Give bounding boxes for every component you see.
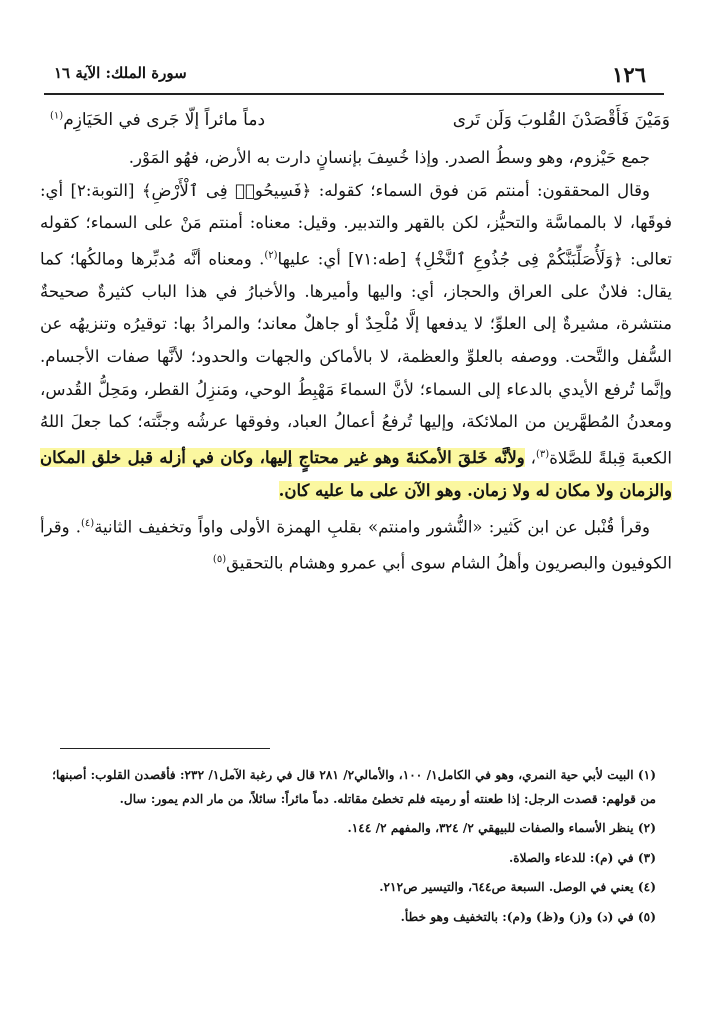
- running-title: سورة الملك: الآية ١٦: [54, 64, 187, 82]
- footnotes: [44, 764, 656, 935]
- verse-second-hemistich: [50, 110, 265, 130]
- page-header: [44, 58, 654, 92]
- footnote-4: (٤) يعني في الوصل. السبعة ص٦٤٤، والتيسير ص٢١٢.: [379, 880, 656, 894]
- footnote-ref-2: (٢): [264, 249, 278, 261]
- header-rule: [44, 93, 664, 95]
- page-number: ١٢٦: [612, 62, 646, 87]
- paragraph-1: [40, 142, 672, 175]
- footnote-ref-1: (١): [50, 110, 64, 122]
- footnote-ref-4: (٤): [81, 517, 95, 529]
- paragraph-2b-text: ومعناه أنَّه مُدبِّرها ومالكُها؛ كما يقال: فلانٌ على العراق والحجاز، أي: واليها وأميرها. والأخبارُ في هذا الباب كثيرةٌ صحيحةٌ منتشرة، مشيرةٌ إلى العلوِّ؛ لا يدفعها إلَّا مُلْحِدٌ أو جاهلٌ معاند؛ والمرادُ بها: توقيرُه وتنزيهُه عن السُّفل والتَّحت. ووصفه بالعلوِّ والعظمة، لا بالأماكن والجهات والحدود؛ لأنَّها صفات الأجسام. وإنَّما تُرفع الأيدي بالدعاء إلى السماء؛ لأنَّ السماءَ مَهْبِطُ الوحي، ومَنزِلُ القطر، ومَحِلُّ القُدس، ومعدنُ المُطهَّرين من الملائكة، وإليها تُرفعُ أعمالُ العباد، وفوقها عرشُه وجنَّته؛ كما جعلَ اللهُ الكعبةَ قِبلةً للصَّلاة: [40, 249, 672, 468]
- footnote-rule: [60, 748, 270, 749]
- highlighted-passage: ولأنَّه خَلقَ الأمكنةَ وهو غير محتاجٍ إليها، وكان في أزله قبل خلق المكان والزمان ولا مكان له ولا زمان. وهو الآن على ما عليه كان.: [40, 448, 672, 500]
- footnote-1: (١) البيت لأبي حية النمري، وهو في الكامل١/ ١٠٠، والأمالي٢/ ٢٨١ قال في رغبة الآمل١/ ٢٣٢: فأقصدن القلوب: أصبنها؛ من قولهم: قصدت الرجل: إذا طعنته أو رميته فلم تخطئ مقاتله. دماً مائراً: سائلاً، من مار الدم يمور: سال.: [52, 768, 656, 806]
- verse-second-text: دماً مائراً إلّا جَرى في الحَيَازِم: [63, 110, 266, 130]
- footnote-3: (٣) في (م): للدعاء والصلاة.: [509, 850, 656, 865]
- footnote-ref-5: (٥): [212, 553, 227, 565]
- footnote-5: (٥) في (د) و(ز) و(ظ) و(م): بالتخفيف وهو خطأ.: [400, 909, 656, 924]
- footnote-2: (٢) ينظر الأسماء والصفات للبيهقي ٢/ ٣٢٤، والمفهم ٢/ ١٤٤.: [347, 821, 656, 835]
- paragraph-2-text: وقال المحققون: أمنتم مَن فوق السماء؛ كقوله: ﴿فَسِيحُوا۟ فِى ٱلْأَرْضِ﴾ [التوبة:٢] أي: فوقَها، لا بالمماسَّة والتحيُّز، لكن بالقهر والتدبير. وقيل: معناه: أمنتم مَنْ على السماء؛ كقوله تعالى: ﴿وَلَأُصَلِّبَنَّكُمْ فِى جُذُوعِ ٱلنَّخْلِ﴾ [طه:٧١] أي: عليها: [40, 180, 673, 269]
- paragraph-3b-text: وقرأ الكوفيون والبصريون وأهلُ الشام سوى أبي عمرو وهشام بالتحقيق: [40, 517, 672, 573]
- main-text: [40, 108, 672, 580]
- body-text: [40, 142, 672, 580]
- verse-first-hemistich: وَمَيْنَ فَأَقْصَدْنَ القُلوبَ وَلَن تَرى: [452, 110, 670, 130]
- footnote-ref-3: (٣): [536, 448, 550, 460]
- paragraph-1-text: جمع حَيْزوم، وهو وسطُ الصدر. وإذا خُسِفَ بإنسانٍ دارت به الأرض، فهُو المَوْر.: [128, 148, 650, 167]
- poetry-verse: [40, 108, 672, 142]
- paragraph-3-text: وقرأ قُنْبل عن ابن كَثير: «النُّشور وامنتم» بقلبِ الهمزة الأولى واواً وتخفيف الثانية: [94, 517, 650, 537]
- paragraph-2: وقال المحققون: أمنتم مَن فوق السماء؛ كقوله: ﴿فَسِيحُوا۟ فِى ٱلْأَرْضِ﴾ [التوبة:٢] أي: فوقَها، لا بالمماسَّة والتحيُّز، لكن بالقهر والتدبير. وقيل: معناه: أمنتم مَنْ على السماء؛ كقوله تعالى: ﴿وَلَأُصَلِّبَنَّكُمْ فِى جُذُوعِ ٱلنَّخْلِ﴾ [طه:٧١] أي: عليها$^{(٢)}$. ومعناه أنَّه مُدبِّرها ومالكُها؛ كما يقال: فلانٌ على العراق والحجاز، أي: واليها وأميرها. والأخبارُ في هذا الباب كثيرةٌ صحيحةٌ منتشرة، مشيرةٌ إلى العلوِّ؛ لا يدفعها إلَّا مُلْحِدٌ أو جاهلٌ معاند؛ والمرادُ بها: توقيرُه وتنزيهُه عن السُّفل والتَّحت. ووصفه بالعلوِّ والعظمة، لا بالأماكن والجهات والحدود؛ لأنَّها صفات الأجسام. وإنَّما تُرفع الأيدي بالدعاء إلى السماء؛ لأنَّ السماءَ مَهْبِطُ الوحي، ومَنزِلُ القطر، ومَحِلُّ القُدس، ومعدنُ المُطهَّرين من الملائكة، وإليها تُرفعُ أعمالُ العباد، وفوقها عرشُه وجنَّته؛ كما جعلَ اللهُ الكعبةَ قِبلةً للصَّلاة$^{(٣)}$، ولأنَّه خَلقَ الأمكنةَ وهو غير محتاجٍ إليها، وكان في أزله قبل خلق المكان والزمان ولا مكان له ولا زمان. وهو الآن على ما عليه كان.: [40, 180, 673, 500]
- paragraph-3: وقرأ قُنْبل عن ابن كَثير: «النُّشور وامنتم» بقلبِ الهمزة الأولى واواً وتخفيف الثانية$^{(٤)}$. وقرأ الكوفيون والبصريون وأهلُ الشام سوى أبي عمرو وهشام بالتحقيق$^{(٥)}$: [40, 517, 672, 573]
